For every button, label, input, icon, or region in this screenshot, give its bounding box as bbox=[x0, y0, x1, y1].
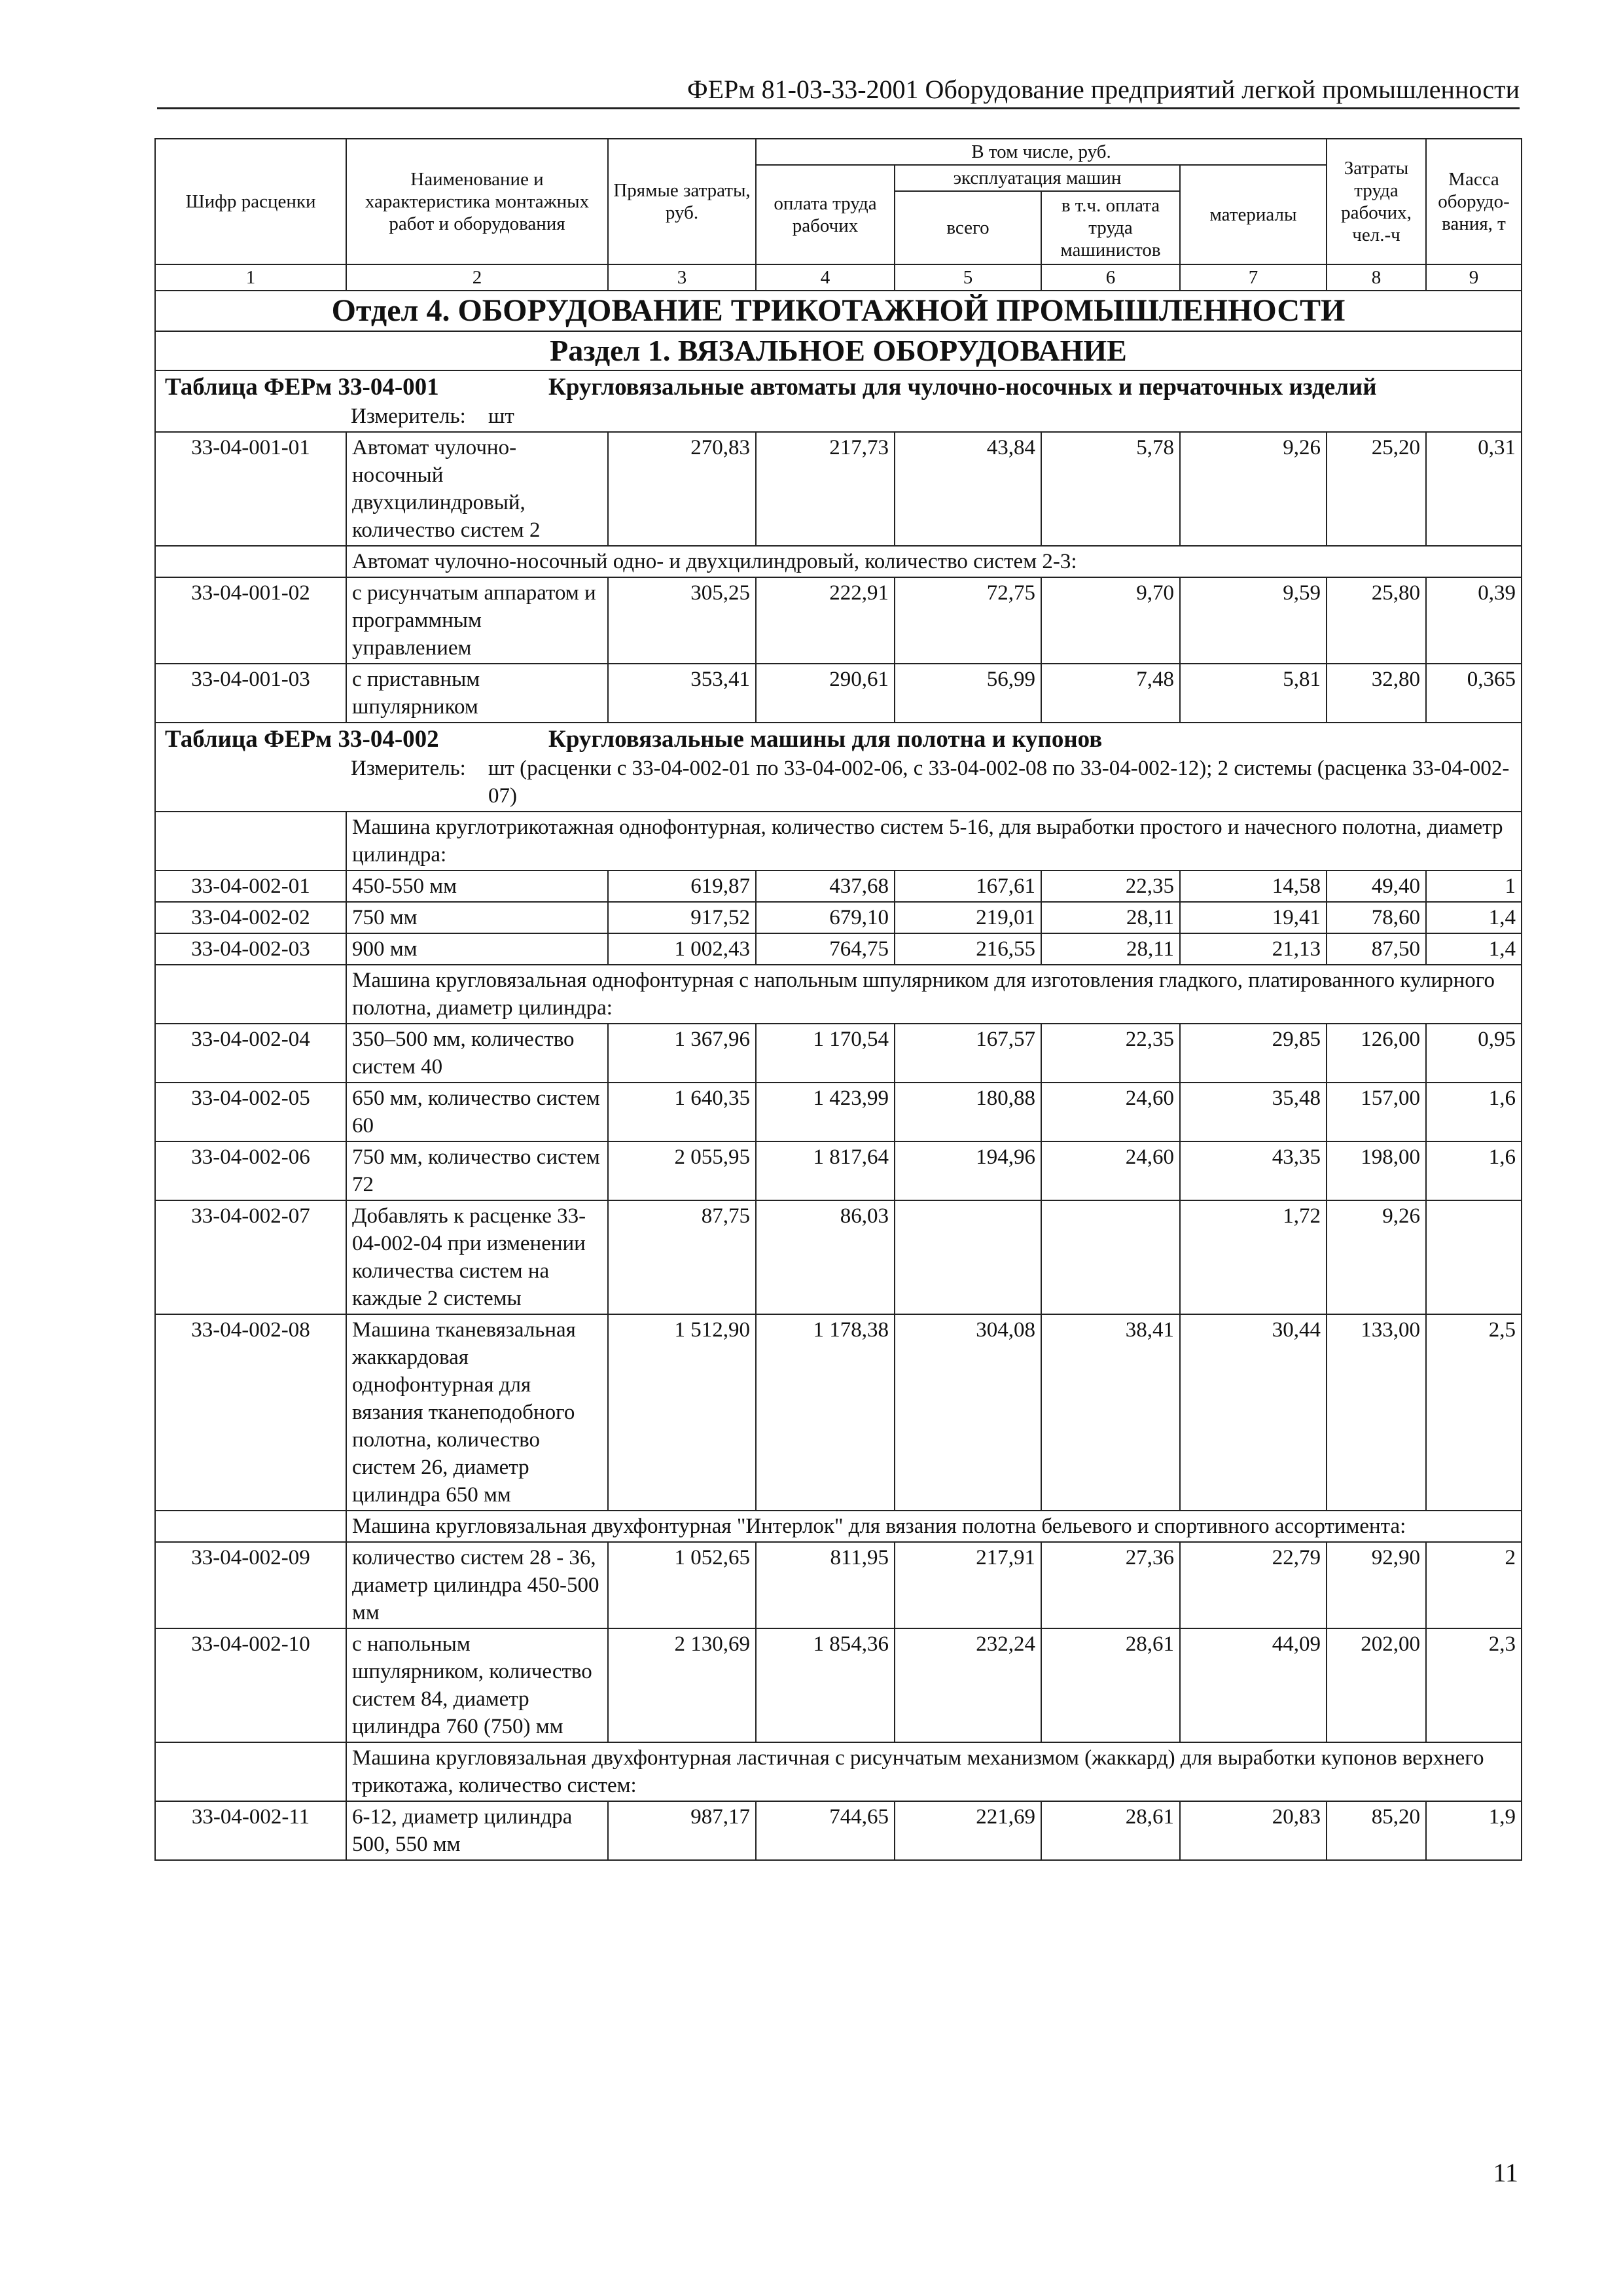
materials-cost: 29,85 bbox=[1180, 1024, 1327, 1083]
rate-code: 33-04-002-07 bbox=[155, 1200, 346, 1314]
direct-costs: 305,25 bbox=[608, 577, 756, 664]
rate-code: 33-04-002-05 bbox=[155, 1083, 346, 1141]
work-name: 900 мм bbox=[346, 933, 608, 965]
col-machines-header: эксплуатация машин bbox=[895, 165, 1180, 191]
equipment-mass: 1 bbox=[1426, 870, 1522, 902]
materials-cost: 1,72 bbox=[1180, 1200, 1327, 1314]
table-row bbox=[155, 1200, 1522, 1314]
col-incl-header: В том числе, руб. bbox=[756, 139, 1327, 165]
machine-total: 232,24 bbox=[895, 1628, 1041, 1742]
table-body bbox=[155, 291, 1522, 1860]
table-head bbox=[155, 139, 1522, 291]
table-row bbox=[155, 1628, 1522, 1742]
work-name: 350–500 мм, количество систем 40 bbox=[346, 1024, 608, 1083]
labor-hours: 157,00 bbox=[1327, 1083, 1426, 1141]
labor-hours: 202,00 bbox=[1327, 1628, 1426, 1742]
rate-code: 33-04-002-04 bbox=[155, 1024, 346, 1083]
direct-costs: 1 052,65 bbox=[608, 1542, 756, 1628]
work-name: 750 мм, количество систем 72 bbox=[346, 1141, 608, 1200]
machine-total: 72,75 bbox=[895, 577, 1041, 664]
work-name: с рисунчатым аппаратом и программным управлением bbox=[346, 577, 608, 664]
labor-hours: 92,90 bbox=[1327, 1542, 1426, 1628]
materials-cost: 9,59 bbox=[1180, 577, 1327, 664]
table-row bbox=[155, 933, 1522, 965]
labor-hours: 78,60 bbox=[1327, 902, 1426, 933]
machinist-wage: 28,61 bbox=[1041, 1801, 1180, 1860]
machinist-wage: 38,41 bbox=[1041, 1314, 1180, 1511]
work-name: 450-550 мм bbox=[346, 870, 608, 902]
direct-costs: 1 640,35 bbox=[608, 1083, 756, 1141]
worker-wage: 1 170,54 bbox=[756, 1024, 895, 1083]
work-name: с напольным шпулярником, количество систем 84, диаметр цилиндра 760 (750) мм bbox=[346, 1628, 608, 1742]
equipment-mass: 1,4 bbox=[1426, 933, 1522, 965]
labor-hours: 32,80 bbox=[1327, 664, 1426, 723]
direct-costs: 87,75 bbox=[608, 1200, 756, 1314]
materials-cost: 5,81 bbox=[1180, 664, 1327, 723]
work-name: с приставным шпулярником bbox=[346, 664, 608, 723]
section-heading: Раздел 1. ВЯЗАЛЬНОЕ ОБОРУДОВАНИЕ bbox=[155, 331, 1522, 370]
direct-costs: 270,83 bbox=[608, 432, 756, 546]
rate-code: 33-04-002-08 bbox=[155, 1314, 346, 1511]
direct-costs: 2 055,95 bbox=[608, 1141, 756, 1200]
work-name: 750 мм bbox=[346, 902, 608, 933]
equipment-mass: 1,6 bbox=[1426, 1141, 1522, 1200]
worker-wage: 222,91 bbox=[756, 577, 895, 664]
table-1-caption bbox=[155, 370, 1522, 432]
rate-code: 33-04-002-03 bbox=[155, 933, 346, 965]
col-number: 5 bbox=[895, 264, 1041, 291]
materials-cost: 43,35 bbox=[1180, 1141, 1327, 1200]
department-heading: Отдел 4. ОБОРУДОВАНИЕ ТРИКОТАЖНОЙ ПРОМЫШЛЕННОСТИ bbox=[155, 291, 1522, 331]
work-name: Автомат чулочно-носочный двухцилиндровый, количество систем 2 bbox=[346, 432, 608, 546]
rate-code: 33-04-001-02 bbox=[155, 577, 346, 664]
col-number: 9 bbox=[1426, 264, 1522, 291]
rate-code: 33-04-002-06 bbox=[155, 1141, 346, 1200]
work-name: Добавлять к расценке 33-04-002-04 при изменении количества систем на каждые 2 системы bbox=[346, 1200, 608, 1314]
rate-code: 33-04-002-02 bbox=[155, 902, 346, 933]
direct-costs: 1 512,90 bbox=[608, 1314, 756, 1511]
equipment-mass: 2,3 bbox=[1426, 1628, 1522, 1742]
direct-costs: 619,87 bbox=[608, 870, 756, 902]
machine-total: 43,84 bbox=[895, 432, 1041, 546]
materials-cost: 35,48 bbox=[1180, 1083, 1327, 1141]
materials-cost: 30,44 bbox=[1180, 1314, 1327, 1511]
group-caption: Машина круглотрикотажная однофонтурная, количество систем 5-16, для выработки простого и начесного полотна, диаметр цилиндра: bbox=[346, 812, 1522, 870]
page-number: 11 bbox=[1493, 2158, 1518, 2187]
work-name: Машина тканевязальная жаккардовая однофонтурная для вязания тканеподобного полотна, количество систем 26, диаметр цилиндра 650 мм bbox=[346, 1314, 608, 1511]
running-header: ФЕРм 81-03-33-2001 Оборудование предприятий легкой промышленности bbox=[687, 75, 1520, 104]
machine-total: 180,88 bbox=[895, 1083, 1041, 1141]
direct-costs: 917,52 bbox=[608, 902, 756, 933]
equipment-mass: 0,39 bbox=[1426, 577, 1522, 664]
machinist-wage: 24,60 bbox=[1041, 1083, 1180, 1141]
table-row bbox=[155, 1141, 1522, 1200]
machinist-wage: 7,48 bbox=[1041, 664, 1180, 723]
machine-total: 167,61 bbox=[895, 870, 1041, 902]
col-number: 2 bbox=[346, 264, 608, 291]
materials-cost: 19,41 bbox=[1180, 902, 1327, 933]
worker-wage: 679,10 bbox=[756, 902, 895, 933]
materials-cost: 9,26 bbox=[1180, 432, 1327, 546]
table-1-measure-label: Измеритель: bbox=[351, 404, 466, 428]
worker-wage: 764,75 bbox=[756, 933, 895, 965]
machine-total: 219,01 bbox=[895, 902, 1041, 933]
work-name: 6-12, диаметр цилиндра 500, 550 мм bbox=[346, 1801, 608, 1860]
worker-wage: 437,68 bbox=[756, 870, 895, 902]
worker-wage: 86,03 bbox=[756, 1200, 895, 1314]
group-caption: Машина кругловязальная двухфонтурная "Интерлок" для вязания полотна бельевого и спортивного ассортимента: bbox=[346, 1511, 1522, 1542]
labor-hours: 85,20 bbox=[1327, 1801, 1426, 1860]
labor-hours: 133,00 bbox=[1327, 1314, 1426, 1511]
table-row bbox=[155, 1801, 1522, 1860]
group-caption: Машина кругловязальная двухфонтурная ластичная с рисунчатым механизмом (жаккард) для выработки купонов верхнего трикотажа, количество систем: bbox=[346, 1742, 1522, 1801]
machine-total: 167,57 bbox=[895, 1024, 1041, 1083]
col-number: 7 bbox=[1180, 264, 1327, 291]
worker-wage: 1 817,64 bbox=[756, 1141, 895, 1200]
equipment-mass: 1,9 bbox=[1426, 1801, 1522, 1860]
table-1-title: Кругловязальные автоматы для чулочно-носочных и перчаточных изделий bbox=[548, 374, 1377, 401]
equipment-mass: 2,5 bbox=[1426, 1314, 1522, 1511]
machine-total: 221,69 bbox=[895, 1801, 1041, 1860]
table-2-measure-value: шт (расценки с 33-04-002-01 по 33-04-002-06, с 33-04-002-08 по 33-04-002-12); 2 системы (расценка 33-04-002-07) bbox=[488, 757, 1510, 808]
equipment-mass bbox=[1426, 1200, 1522, 1314]
col-machinists-header: в т.ч. оплата труда машинистов bbox=[1041, 191, 1180, 264]
rates-table bbox=[154, 138, 1522, 1861]
rate-code: 33-04-002-11 bbox=[155, 1801, 346, 1860]
col-materials-header: материалы bbox=[1180, 165, 1327, 264]
table-row bbox=[155, 1542, 1522, 1628]
equipment-mass: 2 bbox=[1426, 1542, 1522, 1628]
machinist-wage: 28,11 bbox=[1041, 902, 1180, 933]
table-row bbox=[155, 577, 1522, 664]
worker-wage: 217,73 bbox=[756, 432, 895, 546]
machine-total: 56,99 bbox=[895, 664, 1041, 723]
rate-code: 33-04-001-01 bbox=[155, 432, 346, 546]
table-2-title: Кругловязальные машины для полотна и купонов bbox=[548, 726, 1103, 753]
table-1-measure-value: шт bbox=[488, 404, 514, 428]
materials-cost: 44,09 bbox=[1180, 1628, 1327, 1742]
labor-hours: 198,00 bbox=[1327, 1141, 1426, 1200]
materials-cost: 22,79 bbox=[1180, 1542, 1327, 1628]
labor-hours: 9,26 bbox=[1327, 1200, 1426, 1314]
machinist-wage: 9,70 bbox=[1041, 577, 1180, 664]
col-number: 4 bbox=[756, 264, 895, 291]
col-direct-header: Прямые затраты, руб. bbox=[608, 139, 756, 264]
worker-wage: 1 854,36 bbox=[756, 1628, 895, 1742]
equipment-mass: 0,95 bbox=[1426, 1024, 1522, 1083]
machine-total: 304,08 bbox=[895, 1314, 1041, 1511]
worker-wage: 290,61 bbox=[756, 664, 895, 723]
machinist-wage: 24,60 bbox=[1041, 1141, 1180, 1200]
rate-code: 33-04-002-10 bbox=[155, 1628, 346, 1742]
equipment-mass: 1,6 bbox=[1426, 1083, 1522, 1141]
labor-hours: 49,40 bbox=[1327, 870, 1426, 902]
col-code-header: Шифр расценки bbox=[155, 139, 346, 264]
machine-total: 216,55 bbox=[895, 933, 1041, 965]
labor-hours: 87,50 bbox=[1327, 933, 1426, 965]
machinist-wage: 22,35 bbox=[1041, 870, 1180, 902]
table-1-label: Таблица ФЕРм 33-04-001 bbox=[165, 374, 439, 401]
col-number: 3 bbox=[608, 264, 756, 291]
table-row bbox=[155, 1083, 1522, 1141]
materials-cost: 14,58 bbox=[1180, 870, 1327, 902]
worker-wage: 811,95 bbox=[756, 1542, 895, 1628]
col-number: 6 bbox=[1041, 264, 1180, 291]
machine-total: 194,96 bbox=[895, 1141, 1041, 1200]
equipment-mass: 1,4 bbox=[1426, 902, 1522, 933]
machinist-wage: 22,35 bbox=[1041, 1024, 1180, 1083]
group-caption: Автомат чулочно-носочный одно- и двухцилиндровый, количество систем 2-3: bbox=[346, 546, 1522, 577]
table-2-label: Таблица ФЕРм 33-04-002 bbox=[165, 726, 439, 753]
machine-total: 217,91 bbox=[895, 1542, 1041, 1628]
table-2-caption bbox=[155, 723, 1522, 812]
machine-total bbox=[895, 1200, 1041, 1314]
direct-costs: 353,41 bbox=[608, 664, 756, 723]
table-row bbox=[155, 870, 1522, 902]
direct-costs: 1 002,43 bbox=[608, 933, 756, 965]
machinist-wage: 28,11 bbox=[1041, 933, 1180, 965]
materials-cost: 20,83 bbox=[1180, 1801, 1327, 1860]
machinist-wage: 28,61 bbox=[1041, 1628, 1180, 1742]
col-mass-header: Масса оборудо-вания, т bbox=[1426, 139, 1522, 264]
equipment-mass: 0,31 bbox=[1426, 432, 1522, 546]
work-name: 650 мм, количество систем 60 bbox=[346, 1083, 608, 1141]
header-rule bbox=[157, 107, 1520, 109]
col-total-header: всего bbox=[895, 191, 1041, 264]
equipment-mass: 0,365 bbox=[1426, 664, 1522, 723]
table-row bbox=[155, 1024, 1522, 1083]
machinist-wage bbox=[1041, 1200, 1180, 1314]
worker-wage: 1 423,99 bbox=[756, 1083, 895, 1141]
table-row bbox=[155, 664, 1522, 723]
worker-wage: 1 178,38 bbox=[756, 1314, 895, 1511]
table-row bbox=[155, 432, 1522, 546]
table-row bbox=[155, 1314, 1522, 1511]
labor-hours: 25,20 bbox=[1327, 432, 1426, 546]
table-2-measure-label: Измеритель: bbox=[351, 757, 466, 780]
machinist-wage: 5,78 bbox=[1041, 432, 1180, 546]
machinist-wage: 27,36 bbox=[1041, 1542, 1180, 1628]
group-caption: Машина кругловязальная однофонтурная с напольным шпулярником для изготовления гладкого, платированного кулирного полотна, диаметр цилиндра: bbox=[346, 965, 1522, 1024]
direct-costs: 1 367,96 bbox=[608, 1024, 756, 1083]
rate-code: 33-04-002-09 bbox=[155, 1542, 346, 1628]
col-wage-header: оплата труда рабочих bbox=[756, 165, 895, 264]
col-name-header: Наименование и характеристика монтажных работ и оборудования bbox=[346, 139, 608, 264]
worker-wage: 744,65 bbox=[756, 1801, 895, 1860]
direct-costs: 987,17 bbox=[608, 1801, 756, 1860]
materials-cost: 21,13 bbox=[1180, 933, 1327, 965]
col-labor-header: Затраты труда рабочих, чел.-ч bbox=[1327, 139, 1426, 264]
work-name: количество систем 28 - 36, диаметр цилиндра 450-500 мм bbox=[346, 1542, 608, 1628]
col-number: 1 bbox=[155, 264, 346, 291]
labor-hours: 25,80 bbox=[1327, 577, 1426, 664]
rate-code: 33-04-001-03 bbox=[155, 664, 346, 723]
labor-hours: 126,00 bbox=[1327, 1024, 1426, 1083]
col-number: 8 bbox=[1327, 264, 1426, 291]
table-row bbox=[155, 902, 1522, 933]
direct-costs: 2 130,69 bbox=[608, 1628, 756, 1742]
rate-code: 33-04-002-01 bbox=[155, 870, 346, 902]
